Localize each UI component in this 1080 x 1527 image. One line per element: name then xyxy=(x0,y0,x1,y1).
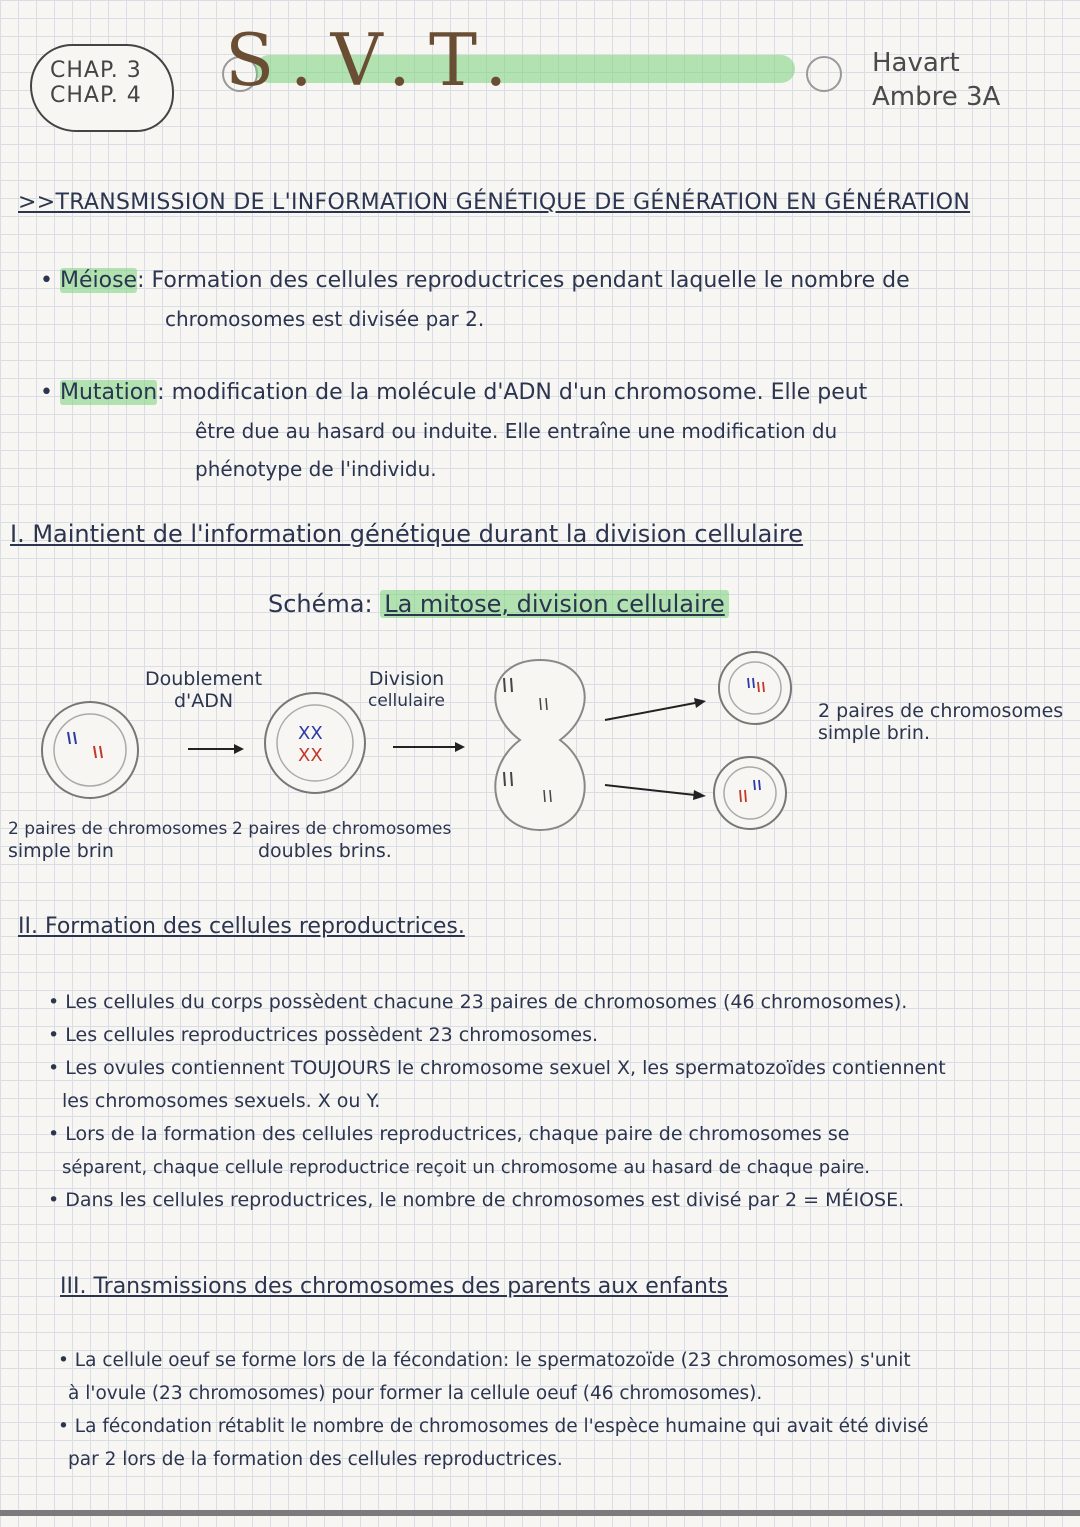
arrow-division xyxy=(393,742,465,752)
definition-mutation-line2: être due au hasard ou induite. Elle entraîne une modification du xyxy=(195,419,838,443)
cell-doubled xyxy=(265,693,365,793)
caption-middle-line1: 2 paires de chromosomes xyxy=(232,819,452,839)
schema-title xyxy=(268,590,729,618)
subject-title: S.V.T. xyxy=(225,18,526,102)
cell-dividing xyxy=(495,660,584,830)
decorative-circle xyxy=(806,56,842,92)
label-division-line2: cellulaire xyxy=(368,691,445,711)
svg-text:XX: XX xyxy=(298,745,323,766)
cell-start xyxy=(42,702,138,798)
label-doubling-line1: Doublement xyxy=(145,668,263,690)
definition-meiose-line1: : Formation des cellules reproductrices pendant laquelle le nombre de xyxy=(137,268,910,293)
section-2-bullet-2: • Les cellules reproductrices possèdent 23 chromosomes. xyxy=(48,1024,599,1046)
caption-right-line1: 2 paires de chromosomes xyxy=(818,700,1064,722)
arrow-doubling xyxy=(188,744,244,754)
label-doubling xyxy=(145,668,262,712)
section-2-bullet-3-cont: les chromosomes sexuels. X ou Y. xyxy=(62,1090,381,1112)
caption-right-line2: simple brin. xyxy=(818,722,930,744)
caption-left-line1: 2 paires de chromosomes xyxy=(8,819,228,839)
definition-meiose: • Méiose: Formation des cellules reproductrices pendant laquelle le nombre de chromosomes est divisée par 2. xyxy=(40,262,1060,338)
section-3-bullet-2-cont: par 2 lors de la formation des cellules reproductrices. xyxy=(68,1449,563,1470)
caption-middle xyxy=(232,818,451,862)
label-division-line1: Division xyxy=(368,668,445,690)
definition-meiose-line2: chromosomes est divisée par 2. xyxy=(165,307,485,331)
student-name xyxy=(872,46,1000,114)
section-3-bullet-1-cont: à l'ovule (23 chromosomes) pour former la cellule oeuf (46 chromosomes). xyxy=(68,1383,763,1404)
label-division xyxy=(368,668,445,712)
section-2-bullet-4: • Lors de la formation des cellules reproductrices, chaque paire de chromosomes se xyxy=(48,1123,850,1145)
definition-mutation: • Mutation: modification de la molécule d'ADN d'un chromosome. Elle peut être due au hasard ou induite. Elle entraîne une modification du phénotype de l'individu. xyxy=(40,374,1060,488)
definition-mutation-line3: phénotype de l'individu. xyxy=(195,457,437,481)
chapter-label-3: CHAP. 3 xyxy=(50,58,142,83)
section-2-title: II. Formation des cellules reproductrices. xyxy=(18,914,465,939)
cell-daughter-bottom xyxy=(714,757,786,829)
student-class: Ambre 3A xyxy=(872,82,1001,112)
caption-right xyxy=(818,700,1063,744)
section-2-bullet-3: • Les ovules contiennent TOUJOURS le chromosome sexuel X, les spermatozoïdes contiennent xyxy=(48,1057,946,1079)
svg-text:XX: XX xyxy=(298,723,323,744)
caption-left-line2: simple brin xyxy=(8,840,114,862)
section-2-bullet-5: • Dans les cellules reproductrices, le nombre de chromosomes est divisé par 2 = MÉIOSE. xyxy=(48,1189,905,1211)
term-mutation: Mutation xyxy=(59,380,158,405)
term-meiose: Méiose xyxy=(59,268,138,293)
section-3-title: III. Transmissions des chromosomes des parents aux enfants xyxy=(60,1274,728,1299)
section-2-content xyxy=(48,986,1068,1217)
arrow-daughter-top xyxy=(605,698,706,720)
caption-middle-line2: doubles brins. xyxy=(258,840,392,862)
main-heading: >>TRANSMISSION DE L'INFORMATION GÉNÉTIQUE DE GÉNÉRATION EN GÉNÉRATION xyxy=(18,190,971,215)
section-2-bullet-1: • Les cellules du corps possèdent chacune 23 paires de chromosomes (46 chromosomes). xyxy=(48,991,908,1013)
section-2-bullet-4-cont: séparent, chaque cellule reproductrice reçoit un chromosome au hasard de chaque paire. xyxy=(62,1157,871,1178)
section-3-bullet-1: • La cellule oeuf se forme lors de la fécondation: le spermatozoïde (23 chromosomes) s'unit xyxy=(58,1350,911,1371)
section-3-content xyxy=(58,1344,1068,1476)
student-last-name: Havart xyxy=(872,48,960,78)
section-1-title: I. Maintient de l'information génétique durant la division cellulaire xyxy=(10,520,804,548)
definition-mutation-line1: : modification de la molécule d'ADN d'un chromosome. Elle peut xyxy=(157,380,868,405)
schema-name: La mitose, division cellulaire xyxy=(380,590,729,618)
cell-daughter-top xyxy=(719,652,791,724)
schema-prefix: Schéma: xyxy=(268,590,373,618)
arrow-daughter-bottom xyxy=(605,785,706,800)
page-bottom-edge xyxy=(0,1510,1080,1516)
caption-left xyxy=(8,818,227,862)
chapter-cloud xyxy=(30,44,174,132)
chapter-label-4: CHAP. 4 xyxy=(50,83,142,108)
section-3-bullet-2: • La fécondation rétablit le nombre de chromosomes de l'espèce humaine qui avait été divisé xyxy=(58,1416,929,1437)
label-doubling-line2: d'ADN xyxy=(173,690,234,712)
